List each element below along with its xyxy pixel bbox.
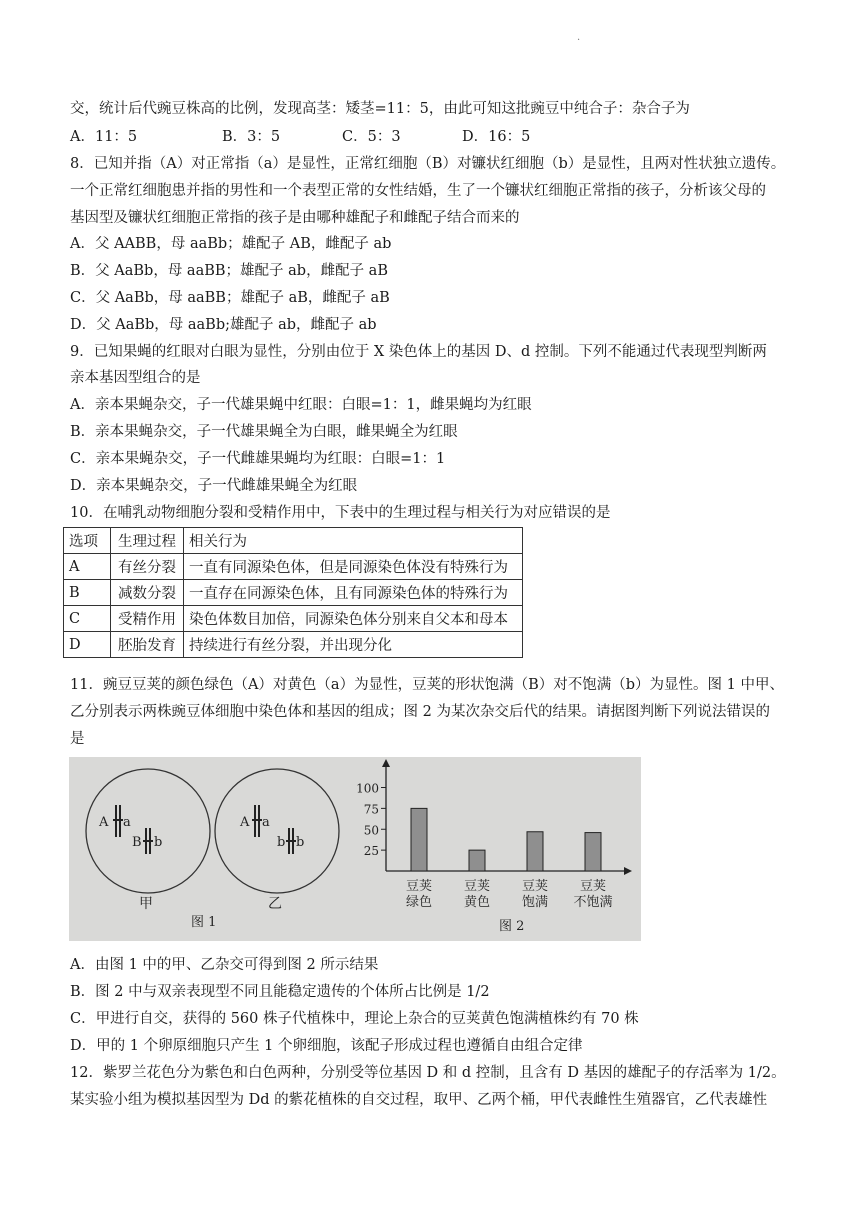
y-tick-label: 75: [363, 802, 379, 817]
q11-option-d: D．甲的 1 个卵原细胞只产生 1 个卵细胞，该配子形成过程也遵循自由组合定律: [70, 1038, 583, 1054]
table-cell: 有丝分裂: [111, 554, 184, 580]
q8-stem-line: 一个正常红细胞患并指的男性和一个表型正常的女性结婚，生了一个镰状红细胞正常指的孩子，分析该父母的: [70, 183, 766, 199]
q11-option-a: A．由图 1 中的甲、乙杂交可得到图 2 所示结果: [70, 957, 379, 973]
gene-label-a: a: [123, 815, 131, 830]
table-cell: 持续进行有丝分裂，并出现分化: [184, 632, 523, 658]
q9-stem-line: 9．已知果蝇的红眼对白眼为显性，分别由位于 X 染色体上的基因 D、d 控制。下列不能通过代表现型判断两: [70, 344, 767, 360]
gene-label-b: b: [296, 835, 305, 850]
table-cell: 一直存在同源染色体，且有同源染色体的特殊行为: [184, 580, 523, 606]
gene-label-B: B: [132, 835, 142, 850]
x-axis-arrow: [624, 867, 632, 875]
q11-figure-svg: [69, 757, 641, 941]
category-label: 饱满: [521, 895, 549, 910]
q8-option-d: D．父 AaBb，母 aaBb;雄配子 ab，雌配子 ab: [70, 317, 377, 333]
q9-option-a: A．亲本果蝇杂交，子一代雄果蝇中红眼：白眼=1：1，雌果蝇均为红眼: [70, 397, 532, 413]
table-cell: D: [64, 632, 111, 658]
q11-figure: [69, 757, 641, 941]
table-header-cell: 选项: [64, 528, 111, 554]
q8-stem-line: 基因型及镰状红细胞正常指的孩子是由哪种雄配子和雌配子结合而来的: [70, 210, 520, 226]
table-cell: A: [64, 554, 111, 580]
q9-option-d: D．亲本果蝇杂交，子一代雌雄果蝇全为红眼: [70, 478, 358, 494]
q8-stem-line: 8．已知并指（A）对正常指（a）是显性，正常红细胞（B）对镰状红细胞（b）是显性，且两对性状独立遗传。: [70, 156, 786, 172]
gene-label-A: A: [99, 815, 109, 830]
bar: [527, 832, 543, 871]
q10-stem: 10．在哺乳动物细胞分裂和受精作用中，下表中的生理过程与相关行为对应错误的是: [70, 505, 611, 521]
q11-option-b: B．图 2 中与双亲表现型不同且能稳定遗传的个体所占比例是 1/2: [70, 984, 490, 1000]
category-label: 豆荚: [579, 879, 607, 894]
q11-stem-line: 11．豌豆豆荚的颜色绿色（A）对黄色（a）为显性，豆荚的形状饱满（B）对不饱满（b）为显性。图 1 中甲、: [70, 677, 784, 693]
q7-option-b: B．3：5: [222, 129, 281, 145]
q11-option-c: C．甲进行自交，获得的 560 株子代植株中，理论上杂合的豆荚黄色饱满植株约有 70 株: [70, 1011, 639, 1027]
q9-option-c: C．亲本果蝇杂交，子一代雌雄果蝇均为红眼：白眼=1：1: [70, 451, 446, 467]
y-tick-label: 50: [363, 823, 379, 838]
header-mark: .: [577, 32, 581, 43]
category-label: 豆荚: [521, 879, 549, 894]
bar: [585, 833, 601, 871]
cell-jia-label: 甲: [139, 896, 153, 912]
bar: [469, 850, 485, 871]
gene-label-b: b: [154, 835, 163, 850]
table-cell: 受精作用: [111, 606, 184, 632]
q11-stem-line: 乙分别表示两株豌豆体细胞中染色体和基因的组成；图 2 为某次杂交后代的结果。请据图判断下列说法错误的: [70, 704, 770, 720]
cell-yi: [215, 769, 339, 912]
bar: [411, 808, 427, 871]
cell-yi-membrane: [215, 769, 339, 893]
gene-label-a: a: [262, 815, 270, 830]
q12-stem-line: 某实验小组为模拟基因型为 Dd 的紫花植株的自交过程，取甲、乙两个桶，甲代表雌性生殖器官，乙代表雄性: [70, 1092, 768, 1108]
table-row: [64, 554, 523, 580]
category-label: 绿色: [405, 895, 433, 910]
q7-option-c: C．5：3: [342, 129, 401, 145]
y-tick-label: 100: [356, 781, 379, 796]
q12-stem-line: 12．紫罗兰花色分为紫色和白色两种，分别受等位基因 D 和 d 控制，且含有 D 基因的雄配子的存活率为 1/2。: [70, 1065, 786, 1081]
q7-option-d: D．16：5: [462, 129, 531, 145]
q10-table: [63, 527, 523, 658]
category-label: 黄色: [463, 895, 491, 910]
q8-option-a: A．父 AABB，母 aaBb；雄配子 AB，雌配子 ab: [70, 236, 392, 252]
table-cell: 胚胎发育: [111, 632, 184, 658]
category-label: 豆荚: [405, 879, 433, 894]
table-cell: B: [64, 580, 111, 606]
table-cell: C: [64, 606, 111, 632]
fig2-bar-chart: [356, 759, 632, 910]
table-header-cell: 生理过程: [111, 528, 184, 554]
q9-option-b: B．亲本果蝇杂交，子一代雄果蝇全为白眼，雌果蝇全为红眼: [70, 424, 458, 440]
fig1-caption: 图 1: [191, 915, 217, 930]
q11-stem-line: 是: [70, 731, 85, 747]
cell-jia-membrane: [86, 769, 210, 893]
q8-option-c: C．父 AaBb，母 aaBB；雄配子 aB，雌配子 aB: [70, 290, 390, 306]
y-tick-label: 25: [363, 844, 379, 859]
cell-yi-label: 乙: [268, 896, 282, 912]
q7-stem-continued: 交，统计后代豌豆株高的比例，发现高茎：矮茎=11：5，由此可知这批豌豆中纯合子：杂合子为: [70, 101, 690, 117]
table-cell: 减数分裂: [111, 580, 184, 606]
category-label: 不饱满: [573, 895, 613, 910]
table-header-row: [64, 528, 523, 554]
table-row: [64, 606, 523, 632]
category-label: 豆荚: [463, 879, 491, 894]
table-header-cell: 相关行为: [184, 528, 523, 554]
q9-stem-line: 亲本基因型组合的是: [70, 370, 201, 386]
gene-label-A: A: [240, 815, 250, 830]
fig2-caption: 图 2: [499, 919, 525, 934]
q7-options: [70, 127, 770, 147]
table-cell: 一直有同源染色体，但是同源染色体没有特殊行为: [184, 554, 523, 580]
table-row: [64, 580, 523, 606]
cell-jia: [86, 769, 210, 912]
table-cell: 染色体数目加倍，同源染色体分别来自父本和母本: [184, 606, 523, 632]
q7-option-a: A．11：5: [70, 129, 138, 145]
y-axis-arrow: [382, 759, 390, 767]
q8-option-b: B．父 AaBb，母 aaBB；雄配子 ab，雌配子 aB: [70, 263, 388, 279]
gene-label-b: b: [277, 835, 286, 850]
table-row: [64, 632, 523, 658]
